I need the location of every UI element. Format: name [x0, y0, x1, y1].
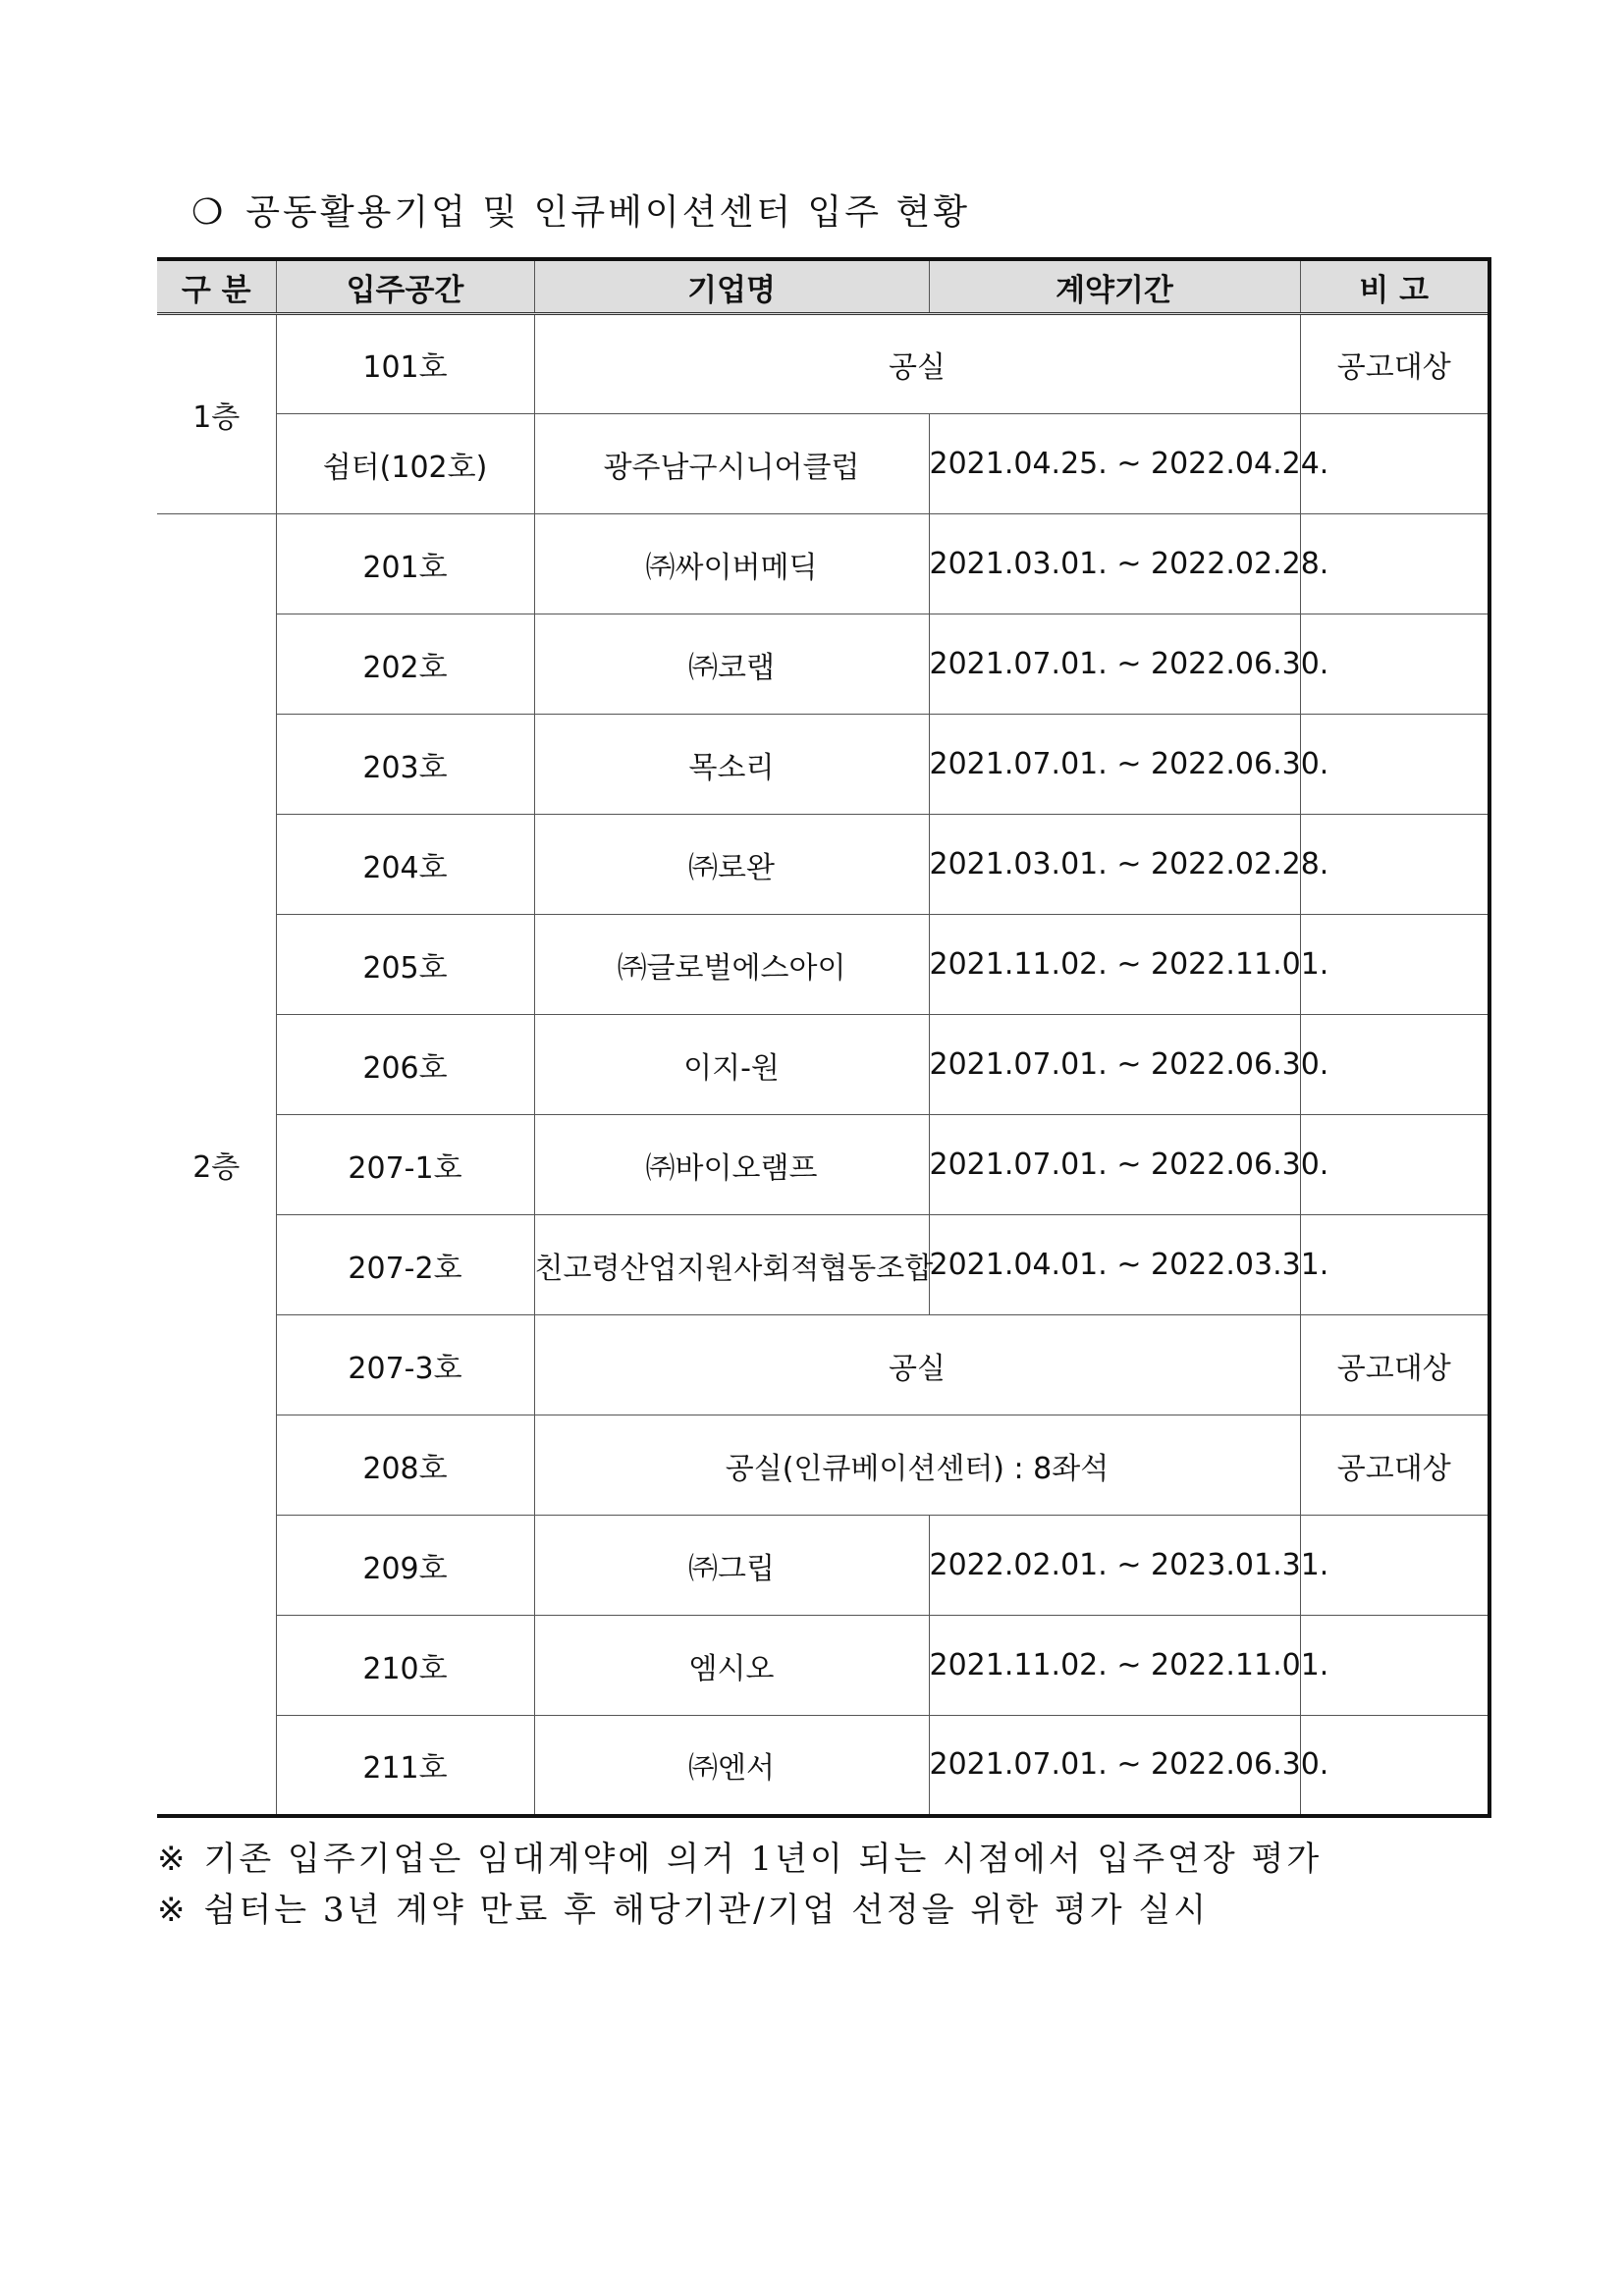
table-row	[157, 1516, 1489, 1616]
space-cell: 203호	[276, 715, 534, 815]
company-cell: ㈜그립	[534, 1516, 929, 1616]
reference-mark-icon: ※	[157, 1840, 189, 1879]
table-row	[157, 514, 1489, 614]
company-cell: ㈜싸이버메딕	[534, 514, 929, 614]
table-row	[157, 1616, 1489, 1716]
occupancy-table	[157, 257, 1491, 1818]
space-cell: 207-2호	[276, 1215, 534, 1315]
company-cell: ㈜코랩	[534, 614, 929, 715]
note-cell: 공고대상	[1300, 314, 1489, 414]
company-cell: 엠시오	[534, 1616, 929, 1716]
period-cell: 2021.07.01. ~ 2022.06.30.	[929, 715, 1300, 815]
section-heading	[191, 185, 970, 235]
reference-mark-icon: ※	[157, 1891, 189, 1930]
period-cell: 2021.11.02. ~ 2022.11.01.	[929, 1616, 1300, 1716]
table-row	[157, 414, 1489, 514]
table-row	[157, 314, 1489, 414]
vacant-cell: 공실(인큐베이션센터) : 8좌석	[534, 1415, 1300, 1516]
space-cell: 207-1호	[276, 1115, 534, 1215]
space-cell: 206호	[276, 1015, 534, 1115]
period-cell: 2021.07.01. ~ 2022.06.30.	[929, 1015, 1300, 1115]
floor-cell: 1층	[157, 314, 276, 514]
table-row	[157, 1716, 1489, 1816]
space-cell: 210호	[276, 1616, 534, 1716]
period-cell: 2021.07.01. ~ 2022.06.30.	[929, 1115, 1300, 1215]
period-cell: 2021.03.01. ~ 2022.02.28.	[929, 815, 1300, 915]
space-cell: 211호	[276, 1716, 534, 1816]
company-cell: 목소리	[534, 715, 929, 815]
vacant-cell: 공실	[534, 314, 1300, 414]
space-cell: 101호	[276, 314, 534, 414]
company-cell: 광주남구시니어클럽	[534, 414, 929, 514]
footnote	[157, 1885, 1322, 1936]
space-cell: 209호	[276, 1516, 534, 1616]
company-cell: ㈜엔서	[534, 1716, 929, 1816]
header-space: 입주공간	[276, 259, 534, 314]
table-row	[157, 715, 1489, 815]
table-row	[157, 815, 1489, 915]
note-cell: 공고대상	[1300, 1315, 1489, 1415]
period-cell: 2021.07.01. ~ 2022.06.30.	[929, 1716, 1300, 1816]
circle-bullet-icon: ❍	[191, 192, 227, 233]
vacant-cell: 공실	[534, 1315, 1300, 1415]
space-cell: 201호	[276, 514, 534, 614]
space-cell: 208호	[276, 1415, 534, 1516]
header-note: 비 고	[1300, 259, 1489, 314]
space-cell: 202호	[276, 614, 534, 715]
company-cell: ㈜로완	[534, 815, 929, 915]
table-row	[157, 1015, 1489, 1115]
table-row	[157, 1215, 1489, 1315]
company-cell: 친고령산업지원사회적협동조합	[534, 1215, 929, 1315]
company-cell: ㈜글로벌에스아이	[534, 915, 929, 1015]
table-row	[157, 1415, 1489, 1516]
space-cell: 쉼터(102호)	[276, 414, 534, 514]
period-cell: 2021.11.02. ~ 2022.11.01.	[929, 915, 1300, 1015]
note-cell: 공고대상	[1300, 1415, 1489, 1516]
table-row	[157, 915, 1489, 1015]
table-row	[157, 614, 1489, 715]
header-company: 기업명	[534, 259, 929, 314]
period-cell: 2021.04.01. ~ 2022.03.31.	[929, 1215, 1300, 1315]
floor-cell: 2층	[157, 514, 276, 1816]
period-cell: 2021.04.25. ~ 2022.04.24.	[929, 414, 1300, 514]
footnote	[157, 1834, 1322, 1885]
period-cell: 2021.03.01. ~ 2022.02.28.	[929, 514, 1300, 614]
period-cell: 2022.02.01. ~ 2023.01.31.	[929, 1516, 1300, 1616]
header-division: 구 분	[157, 259, 276, 314]
heading-text: 공동활용기업 및 인큐베이션센터 입주 현황	[245, 192, 971, 233]
space-cell: 207-3호	[276, 1315, 534, 1415]
company-cell: 이지-원	[534, 1015, 929, 1115]
company-cell: ㈜바이오램프	[534, 1115, 929, 1215]
space-cell: 205호	[276, 915, 534, 1015]
footnote-text: 쉼터는 3년 계약 만료 후 해당기관/기업 선정을 위한 평가 실시	[203, 1891, 1210, 1930]
table-row	[157, 1115, 1489, 1215]
period-cell: 2021.07.01. ~ 2022.06.30.	[929, 614, 1300, 715]
footnotes	[157, 1834, 1322, 1936]
header-period: 계약기간	[929, 259, 1300, 314]
table-header-row	[157, 259, 1489, 314]
table-row	[157, 1315, 1489, 1415]
footnote-text: 기존 입주기업은 임대계약에 의거 1년이 되는 시점에서 입주연장 평가	[203, 1840, 1323, 1879]
space-cell: 204호	[276, 815, 534, 915]
